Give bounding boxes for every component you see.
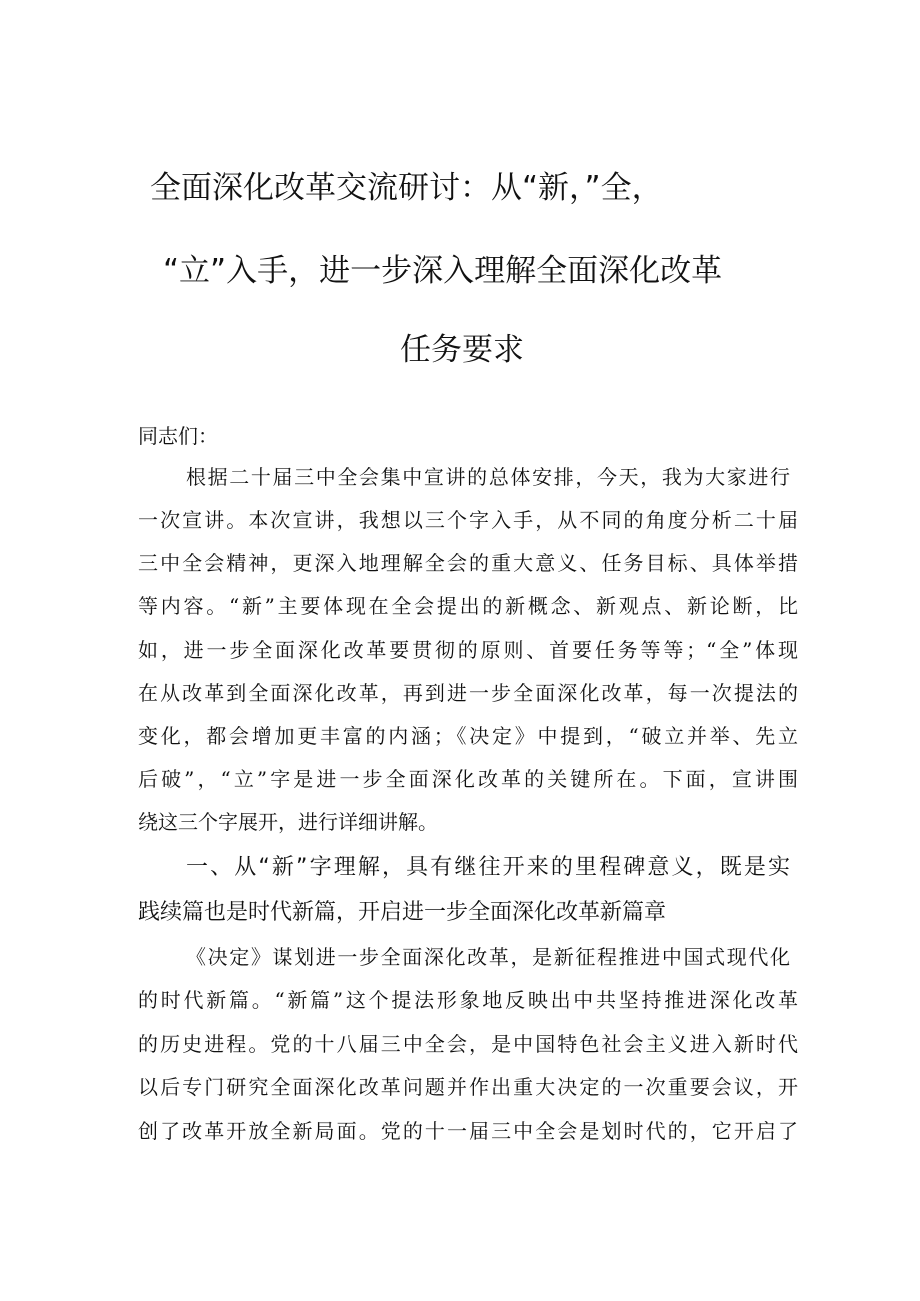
section-1-paragraph-line: 创了改革开放全新局面。党的十一届三中全会是划时代的，它开启了 [138, 1119, 798, 1143]
intro-paragraph-line: 变化，都会增加更丰富的内涵；《决定》中提到，“破立并举、先立 [138, 724, 798, 748]
intro-paragraph-line: 根据二十届三中全会集中宣讲的总体安排，今天，我为大家进行 [186, 465, 790, 489]
section-1-heading-line: 践续篇也是时代新篇，开启进一步全面深化改革新篇章 [138, 900, 667, 925]
intro-paragraph-line: 等内容。“新”主要体现在全会提出的新概念、新观点、新论断，比 [138, 594, 798, 618]
intro-paragraph-line: 一次宣讲。本次宣讲，我想以三个字入手，从不同的角度分析二十届 [138, 508, 798, 532]
intro-paragraph-line: 在从改革到全面深化改革，再到进一步全面深化改革，每一次提法的 [138, 681, 798, 705]
intro-paragraph-line: 绕这三个字展开，进行详细讲解。 [138, 810, 438, 834]
section-1-paragraph-line: 的历史进程。党的十八届三中全会，是中国特色社会主义进入新时代 [138, 1032, 798, 1056]
intro-paragraph-line: 后破”，“立”字是进一步全面深化改革的关键所在。下面，宣讲围 [138, 767, 798, 791]
intro-paragraph-line: 三中全会精神，更深入地理解全会的重大意义、任务目标、具体举措 [138, 551, 798, 575]
section-1-paragraph-line: 的时代新篇。“新篇”这个提法形象地反映出中共坚持推进深化改革 [138, 988, 798, 1012]
document-title-line-1: 全面深化改革交流研讨：从“新，”全， [150, 170, 663, 206]
section-1-paragraph-line: 《决定》谋划进一步全面深化改革，是新征程推进中国式现代化 [186, 945, 790, 969]
intro-paragraph-line: 如，进一步全面深化改革要贯彻的原则、首要任务等等；“全”体现 [138, 638, 798, 662]
document-title-line-3: 任务要求 [400, 332, 524, 368]
section-1-heading-line: 一、从“新”字理解，具有继往开来的里程碑意义，既是实 [186, 855, 790, 880]
salutation: 同志们： [138, 424, 218, 448]
document-title-line-2: “立”入手，进一步深入理解全面深化改革 [163, 253, 723, 289]
section-1-paragraph-line: 以后专门研究全面深化改革问题并作出重大决定的一次重要会议，开 [138, 1075, 798, 1099]
